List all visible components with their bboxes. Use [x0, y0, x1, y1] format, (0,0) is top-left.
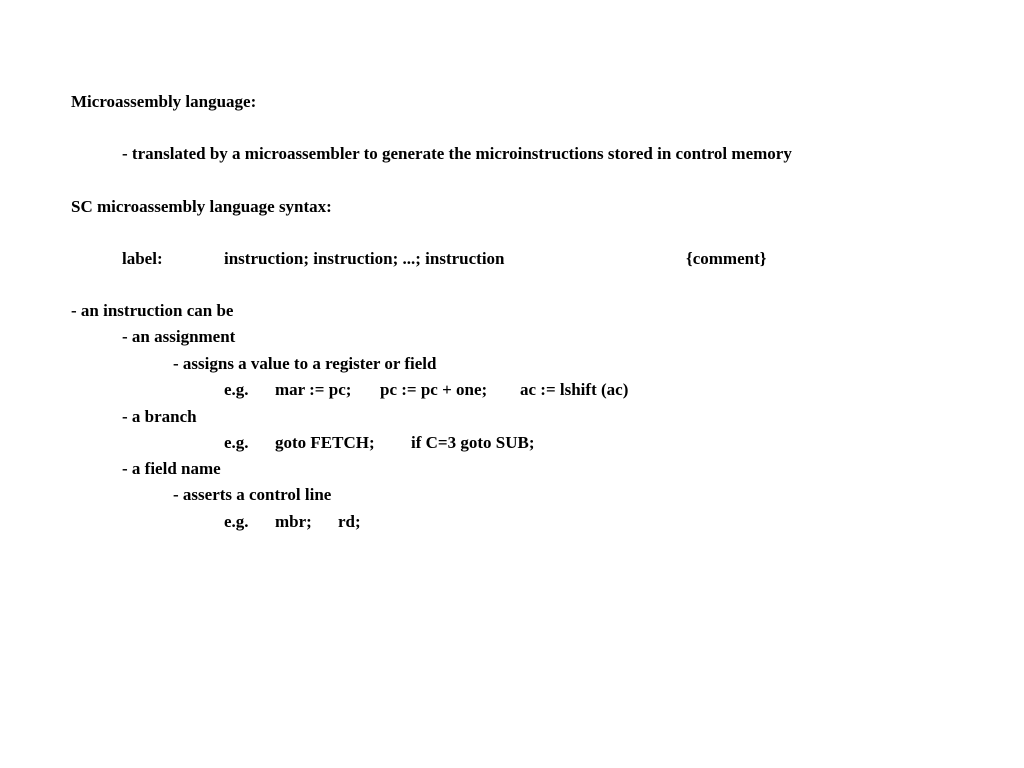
branch-title: - a branch — [122, 407, 197, 426]
instruction-can-be: - an instruction can be — [71, 301, 234, 320]
assignment-example: pc := pc + one; — [380, 380, 488, 399]
branch-example: if C=3 goto SUB; — [411, 433, 535, 452]
field-name-title: - a field name — [122, 459, 221, 478]
branch-example: goto FETCH; — [275, 433, 375, 452]
syntax-instructions: instruction; instruction; ...; instruction — [224, 249, 505, 268]
syntax-comment: {comment} — [686, 249, 767, 268]
field-name-desc: - asserts a control line — [173, 485, 332, 504]
assignment-eg: e.g. — [224, 380, 249, 399]
field-name-example: mbr; — [275, 512, 312, 531]
syntax-label: label: — [122, 249, 163, 268]
assignment-example: ac := lshift (ac) — [520, 380, 629, 399]
field-name-eg: e.g. — [224, 512, 249, 531]
translated-description: - translated by a microassembler to generate the microinstructions stored in control memory — [122, 144, 792, 163]
heading-syntax: SC microassembly language syntax: — [71, 197, 332, 216]
heading-microassembly-language: Microassembly language: — [71, 92, 257, 111]
assignment-title: - an assignment — [122, 327, 236, 346]
branch-eg: e.g. — [224, 433, 249, 452]
field-name-example: rd; — [338, 512, 361, 531]
assignment-desc: - assigns a value to a register or field — [173, 354, 437, 373]
assignment-example: mar := pc; — [275, 380, 352, 399]
